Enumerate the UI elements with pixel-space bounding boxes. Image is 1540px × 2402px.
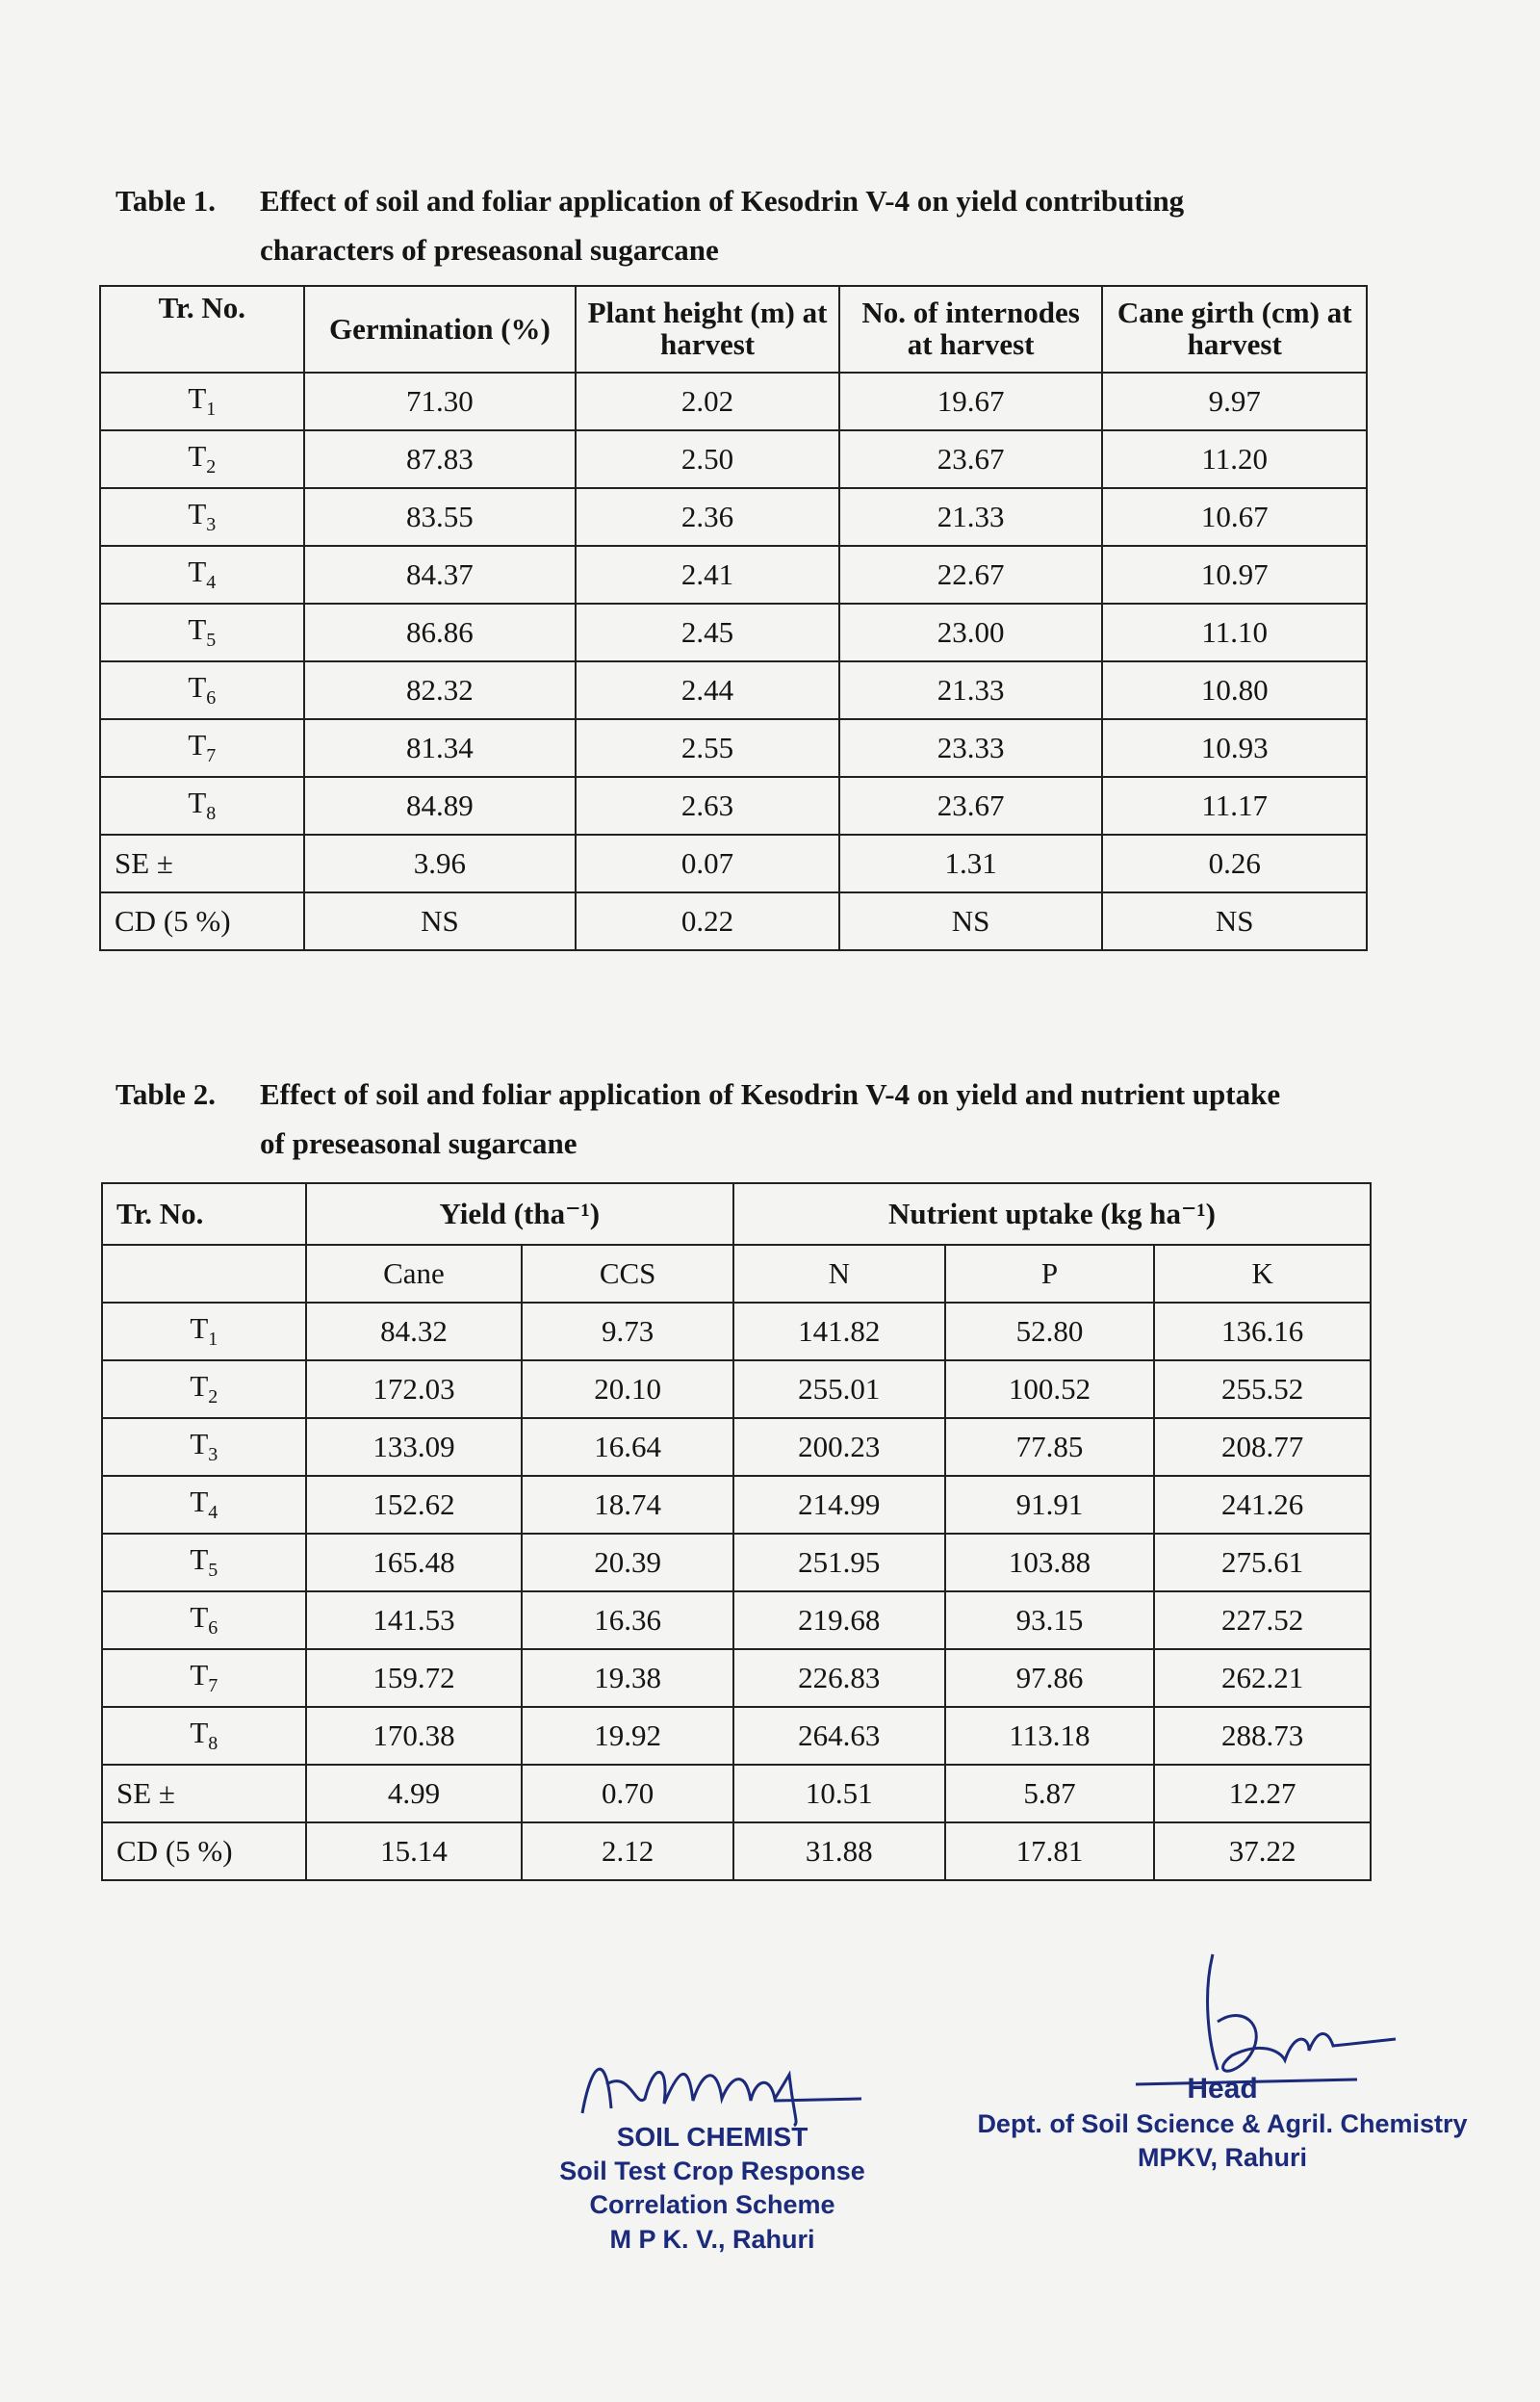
table2-value-cell: 15.14 bbox=[306, 1822, 523, 1880]
table1-row bbox=[100, 373, 1367, 430]
table1-value-cell: 2.44 bbox=[576, 661, 839, 719]
table1-row bbox=[100, 488, 1367, 546]
soil-chemist-line3: Correlation Scheme bbox=[589, 2190, 835, 2220]
table1-treatment-cell: SE ± bbox=[100, 835, 304, 892]
table2-label: Table 2. bbox=[116, 1077, 216, 1111]
table2-value-cell: 12.27 bbox=[1154, 1765, 1371, 1822]
table2-treatment-cell: SE ± bbox=[102, 1765, 306, 1822]
table1-treatment-cell: $T_1$ bbox=[100, 373, 304, 430]
table2-treatment-cell: CD (5 %) bbox=[102, 1822, 306, 1880]
table2-value-cell: 200.23 bbox=[733, 1418, 945, 1476]
table1-caption bbox=[116, 183, 1367, 270]
table1-value-cell: NS bbox=[839, 892, 1103, 950]
table1-value-cell: 11.20 bbox=[1102, 430, 1367, 488]
table1-value-cell: 10.97 bbox=[1102, 546, 1367, 604]
table2-treatment-cell: $T_3$ bbox=[102, 1418, 306, 1476]
table2-value-cell: 84.32 bbox=[306, 1303, 523, 1360]
table2-value-cell: 19.92 bbox=[522, 1707, 733, 1765]
table2-value-cell: 214.99 bbox=[733, 1476, 945, 1534]
table2-subheader-k: K bbox=[1154, 1245, 1371, 1303]
table1-value-cell: 2.45 bbox=[576, 604, 839, 661]
table2-row bbox=[102, 1765, 1371, 1822]
table2-row bbox=[102, 1303, 1371, 1360]
table2-value-cell: 152.62 bbox=[306, 1476, 523, 1534]
table2-subheader-p: P bbox=[945, 1245, 1155, 1303]
table2-row bbox=[102, 1822, 1371, 1880]
table1-value-cell: 21.33 bbox=[839, 661, 1103, 719]
table2-value-cell: 52.80 bbox=[945, 1303, 1155, 1360]
table1-caption-line2: characters of preseasonal sugarcane bbox=[260, 232, 719, 267]
table1-header-cane-girth: Cane girth (cm) at harvest bbox=[1102, 286, 1367, 373]
table2-treatment-cell: $T_4$ bbox=[102, 1476, 306, 1534]
table2-value-cell: 9.73 bbox=[522, 1303, 733, 1360]
table1-header-germination: Germination (%) bbox=[304, 286, 577, 373]
table2-header-uptake: Nutrient uptake (kg ha⁻¹) bbox=[733, 1183, 1371, 1245]
table1-treatment-cell: $T_3$ bbox=[100, 488, 304, 546]
table2-caption-line2: of preseasonal sugarcane bbox=[260, 1125, 578, 1160]
table1-value-cell: 0.22 bbox=[576, 892, 839, 950]
table2-value-cell: 77.85 bbox=[945, 1418, 1155, 1476]
table2-value-cell: 226.83 bbox=[733, 1649, 945, 1707]
head-dept: Dept. of Soil Science & Agril. Chemistry bbox=[977, 2109, 1468, 2138]
table2-value-cell: 255.01 bbox=[733, 1360, 945, 1418]
table1-value-cell: 9.97 bbox=[1102, 373, 1367, 430]
table2-row bbox=[102, 1418, 1371, 1476]
table1-value-cell: 21.33 bbox=[839, 488, 1103, 546]
table2-row bbox=[102, 1534, 1371, 1591]
table1-value-cell: 0.07 bbox=[576, 835, 839, 892]
table1-value-cell: 86.86 bbox=[304, 604, 577, 661]
table1-value-cell: 2.41 bbox=[576, 546, 839, 604]
table2-treatment-cell: $T_2$ bbox=[102, 1360, 306, 1418]
table1-value-cell: 2.02 bbox=[576, 373, 839, 430]
table1-treatment-cell: CD (5 %) bbox=[100, 892, 304, 950]
table1-treatment-cell: $T_4$ bbox=[100, 546, 304, 604]
table2-value-cell: 241.26 bbox=[1154, 1476, 1371, 1534]
table2-value-cell: 275.61 bbox=[1154, 1534, 1371, 1591]
table1-value-cell: 3.96 bbox=[304, 835, 577, 892]
table1-value-cell: 1.31 bbox=[839, 835, 1103, 892]
table2-value-cell: 16.36 bbox=[522, 1591, 733, 1649]
table1-value-cell: NS bbox=[1102, 892, 1367, 950]
table2-header-row bbox=[102, 1183, 1371, 1245]
table2-value-cell: 18.74 bbox=[522, 1476, 733, 1534]
table1-value-cell: 2.36 bbox=[576, 488, 839, 546]
table1-value-cell: 84.37 bbox=[304, 546, 577, 604]
soil-chemist-line2: Soil Test Crop Response bbox=[559, 2157, 865, 2186]
table2-value-cell: 93.15 bbox=[945, 1591, 1155, 1649]
table1-row bbox=[100, 604, 1367, 661]
table1-header-tr: Tr. No. bbox=[100, 286, 304, 373]
table2-value-cell: 17.81 bbox=[945, 1822, 1155, 1880]
soil-chemist-title: SOIL CHEMIST bbox=[616, 2122, 808, 2152]
table2-value-cell: 170.38 bbox=[306, 1707, 523, 1765]
table2-subheader-ccs: CCS bbox=[522, 1245, 733, 1303]
table2-value-cell: 264.63 bbox=[733, 1707, 945, 1765]
table2-row bbox=[102, 1476, 1371, 1534]
table1-header-row bbox=[100, 286, 1367, 373]
table1-value-cell: 11.10 bbox=[1102, 604, 1367, 661]
table2-value-cell: 19.38 bbox=[522, 1649, 733, 1707]
table2-value-cell: 136.16 bbox=[1154, 1303, 1371, 1360]
table2-value-cell: 10.51 bbox=[733, 1765, 945, 1822]
table1-value-cell: 82.32 bbox=[304, 661, 577, 719]
table1-value-cell: 2.63 bbox=[576, 777, 839, 835]
soil-chemist-line4: M P K. V., Rahuri bbox=[609, 2224, 815, 2254]
table1-row bbox=[100, 430, 1367, 488]
table1-value-cell: 71.30 bbox=[304, 373, 577, 430]
table2-treatment-cell: $T_7$ bbox=[102, 1649, 306, 1707]
table1-row bbox=[100, 892, 1367, 950]
table2-value-cell: 208.77 bbox=[1154, 1418, 1371, 1476]
table2-value-cell: 31.88 bbox=[733, 1822, 945, 1880]
table1-treatment-cell: $T_7$ bbox=[100, 719, 304, 777]
table2-subheader-n: N bbox=[733, 1245, 945, 1303]
table2-header-tr: Tr. No. bbox=[102, 1183, 306, 1245]
table1-header-plant-height: Plant height (m) at harvest bbox=[576, 286, 839, 373]
table2-value-cell: 262.21 bbox=[1154, 1649, 1371, 1707]
table2-value-cell: 165.48 bbox=[306, 1534, 523, 1591]
table1-value-cell: 10.93 bbox=[1102, 719, 1367, 777]
table1-row bbox=[100, 661, 1367, 719]
table2-value-cell: 0.70 bbox=[522, 1765, 733, 1822]
table1-value-cell: 23.00 bbox=[839, 604, 1103, 661]
table2-value-cell: 159.72 bbox=[306, 1649, 523, 1707]
table1-value-cell: 84.89 bbox=[304, 777, 577, 835]
table2-treatment-cell: $T_1$ bbox=[102, 1303, 306, 1360]
head-university: MPKV, Rahuri bbox=[1137, 2143, 1308, 2173]
table2-value-cell: 113.18 bbox=[945, 1707, 1155, 1765]
table1-value-cell: 22.67 bbox=[839, 546, 1103, 604]
table2-value-cell: 5.87 bbox=[945, 1765, 1155, 1822]
table2-treatment-cell: $T_6$ bbox=[102, 1591, 306, 1649]
table2-value-cell: 2.12 bbox=[522, 1822, 733, 1880]
table2-value-cell: 4.99 bbox=[306, 1765, 523, 1822]
table2-treatment-cell: $T_8$ bbox=[102, 1707, 306, 1765]
table1-row bbox=[100, 719, 1367, 777]
table1-value-cell: 23.67 bbox=[839, 430, 1103, 488]
table1 bbox=[99, 285, 1368, 951]
table2-value-cell: 97.86 bbox=[945, 1649, 1155, 1707]
signature-head bbox=[953, 1935, 1492, 2175]
table2-row bbox=[102, 1360, 1371, 1418]
table2-value-cell: 16.64 bbox=[522, 1418, 733, 1476]
table1-treatment-cell: $T_2$ bbox=[100, 430, 304, 488]
table2-subheader-row bbox=[102, 1245, 1371, 1303]
table1-treatment-cell: $T_6$ bbox=[100, 661, 304, 719]
table1-value-cell: 2.55 bbox=[576, 719, 839, 777]
table2-value-cell: 219.68 bbox=[733, 1591, 945, 1649]
table1-value-cell: 19.67 bbox=[839, 373, 1103, 430]
table1-value-cell: 81.34 bbox=[304, 719, 577, 777]
table1-label: Table 1. bbox=[116, 184, 216, 218]
table1-row bbox=[100, 546, 1367, 604]
table1-value-cell: 10.67 bbox=[1102, 488, 1367, 546]
table2-value-cell: 288.73 bbox=[1154, 1707, 1371, 1765]
table2-caption-line1: Effect of soil and foliar application of Kesodrin V-4 on yield and nutrient uptake bbox=[260, 1077, 1281, 1111]
table1-header-internodes: No. of internodes at harvest bbox=[839, 286, 1103, 373]
table1-caption-line1: Effect of soil and foliar application of Kesodrin V-4 on yield contributing bbox=[260, 184, 1185, 218]
table1-value-cell: 87.83 bbox=[304, 430, 577, 488]
table2-value-cell: 141.53 bbox=[306, 1591, 523, 1649]
table1-value-cell: 83.55 bbox=[304, 488, 577, 546]
table1-treatment-cell: $T_8$ bbox=[100, 777, 304, 835]
signature-soil-chemist bbox=[520, 2041, 905, 2257]
table2-value-cell: 227.52 bbox=[1154, 1591, 1371, 1649]
table2-row bbox=[102, 1707, 1371, 1765]
handwritten-signature-left bbox=[553, 2041, 871, 2128]
table2-value-cell: 91.91 bbox=[945, 1476, 1155, 1534]
table1-value-cell: 23.33 bbox=[839, 719, 1103, 777]
head-title: Head bbox=[1187, 2073, 1258, 2105]
table2-value-cell: 172.03 bbox=[306, 1360, 523, 1418]
table2-value-cell: 100.52 bbox=[945, 1360, 1155, 1418]
table2-row bbox=[102, 1591, 1371, 1649]
table2-header-yield: Yield (tha⁻¹) bbox=[306, 1183, 733, 1245]
table2-value-cell: 133.09 bbox=[306, 1418, 523, 1476]
table1-row bbox=[100, 835, 1367, 892]
table2 bbox=[101, 1182, 1372, 1881]
table1-value-cell: 0.26 bbox=[1102, 835, 1367, 892]
table1-row bbox=[100, 777, 1367, 835]
table2-value-cell: 37.22 bbox=[1154, 1822, 1371, 1880]
table2-treatment-cell: $T_5$ bbox=[102, 1534, 306, 1591]
table2-value-cell: 251.95 bbox=[733, 1534, 945, 1591]
table1-value-cell: 11.17 bbox=[1102, 777, 1367, 835]
table1-treatment-cell: $T_5$ bbox=[100, 604, 304, 661]
table1-value-cell: 10.80 bbox=[1102, 661, 1367, 719]
table2-subheader-cane: Cane bbox=[306, 1245, 523, 1303]
table1-value-cell: NS bbox=[304, 892, 577, 950]
table2-value-cell: 20.39 bbox=[522, 1534, 733, 1591]
table2-caption bbox=[116, 1076, 1367, 1163]
table1-value-cell: 2.50 bbox=[576, 430, 839, 488]
table2-value-cell: 255.52 bbox=[1154, 1360, 1371, 1418]
table2-row bbox=[102, 1649, 1371, 1707]
table2-value-cell: 103.88 bbox=[945, 1534, 1155, 1591]
table2-value-cell: 141.82 bbox=[733, 1303, 945, 1360]
table1-value-cell: 23.67 bbox=[839, 777, 1103, 835]
table2-subheader-blank bbox=[102, 1245, 306, 1303]
table2-value-cell: 20.10 bbox=[522, 1360, 733, 1418]
